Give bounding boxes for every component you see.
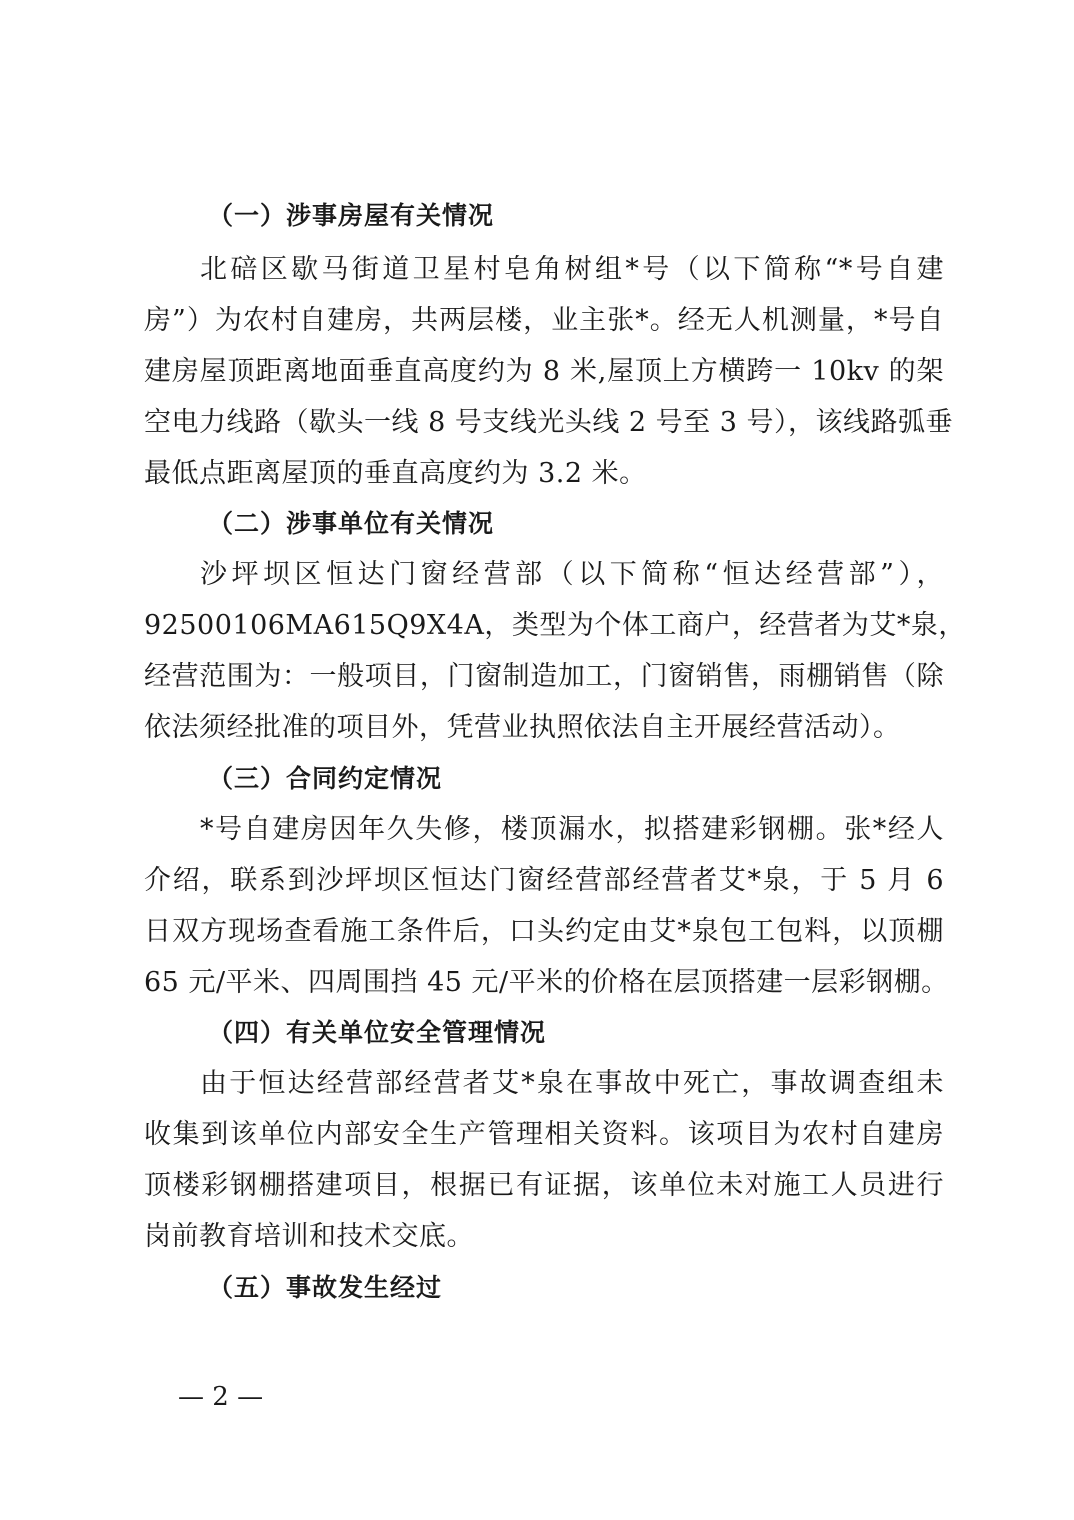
paragraph-line: 最低点距离屋顶的垂直高度约为 3.2 米。	[144, 458, 647, 489]
paragraph-line: 顶楼彩钢棚搭建项目，根据已有证据，该单位未对施工人员进行	[144, 1170, 944, 1201]
paragraph-line: 空电力线路（歇头一线 8 号支线光头线 2 号至 3 号），该线路弧垂	[144, 407, 954, 438]
page-number: — 2 —	[178, 1382, 264, 1412]
paragraph-line: 日双方现场查看施工条件后，口头约定由艾*泉包工包料，以顶棚	[144, 916, 944, 947]
section-heading: （四）有关单位安全管理情况	[208, 1018, 547, 1047]
paragraph-line: 65 元/平米、四周围挡 45 元/平米的价格在层顶搭建一层彩钢棚。	[144, 967, 949, 998]
section-heading: （一）涉事房屋有关情况	[208, 201, 495, 230]
paragraph-line: 沙坪坝区恒达门窗经营部（以下简称“恒达经营部”），	[200, 559, 944, 590]
paragraph-line: 经营范围为：一般项目，门窗制造加工，门窗销售，雨棚销售（除	[144, 661, 944, 692]
paragraph-line: 依法须经批准的项目外，凭营业执照依法自主开展经营活动）。	[144, 712, 901, 743]
paragraph-line: 房”）为农村自建房，共两层楼，业主张*。经无人机测量，*号自	[144, 305, 944, 336]
paragraph-line: 岗前教育培训和技术交底。	[144, 1221, 474, 1252]
section-heading: （三）合同约定情况	[208, 764, 443, 793]
paragraph-line: *号自建房因年久失修，楼顶漏水，拟搭建彩钢棚。张*经人	[200, 814, 944, 845]
paragraph-line: 北碚区歇马街道卫星村皂角树组*号（以下简称“*号自建	[200, 254, 944, 285]
paragraph-line: 由于恒达经营部经营者艾*泉在事故中死亡，事故调查组未	[200, 1068, 944, 1099]
paragraph-line: 收集到该单位内部安全生产管理相关资料。该项目为农村自建房	[144, 1119, 944, 1150]
paragraph-line: 建房屋顶距离地面垂直高度约为 8 米,屋顶上方横跨一 10kv 的架	[144, 356, 944, 387]
section-heading: （二）涉事单位有关情况	[208, 509, 495, 538]
paragraph-line: 92500106MA615Q9X4A，类型为个体工商户，经营者为艾*泉，	[144, 610, 966, 641]
section-heading: （五）事故发生经过	[208, 1273, 443, 1302]
paragraph-line: 介绍，联系到沙坪坝区恒达门窗经营部经营者艾*泉，于 5 月 6	[144, 865, 944, 896]
